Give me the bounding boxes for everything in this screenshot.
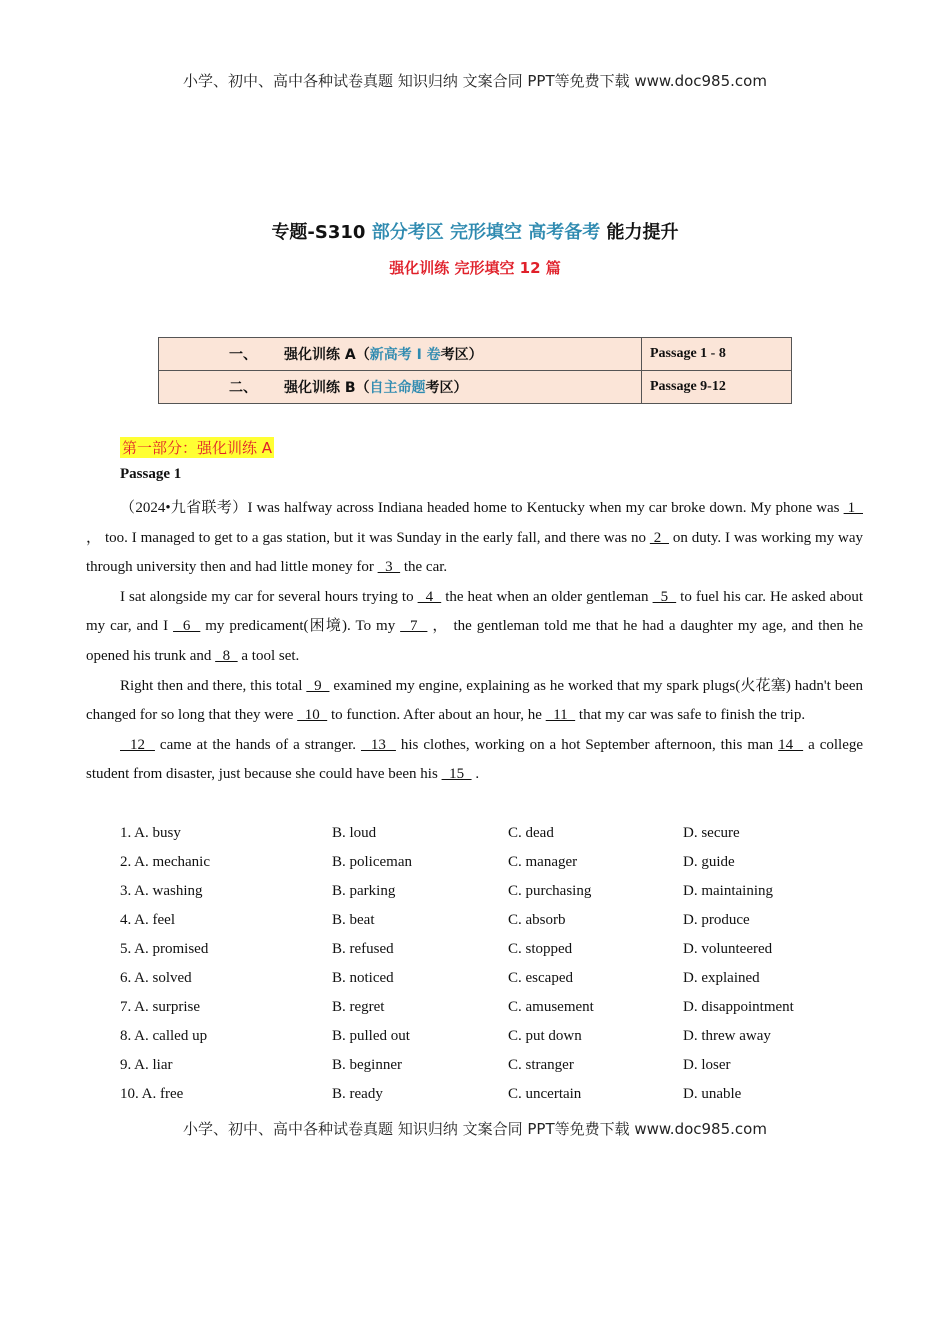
option-d: D. unable [683, 1086, 742, 1102]
section-heading: 第一部分：强化训练 A [122, 439, 273, 457]
contents-label-cell [159, 338, 642, 371]
option-d: D. secure [683, 825, 740, 841]
contents-number: 一、 [229, 347, 257, 363]
contents-label-c: 考区） [425, 380, 468, 396]
option-b: B. parking [332, 883, 396, 899]
text-run: the heat when an older gentleman [441, 588, 653, 605]
text-run: ， too. I managed to get to a gas station, but it was Sunday in the early fall, and there was no [86, 529, 650, 546]
option-d: D. maintaining [683, 883, 773, 899]
option-c: C. uncertain [508, 1086, 582, 1102]
option-a: 9. A. liar [120, 1057, 173, 1073]
option-c: C. dead [508, 825, 554, 841]
option-a: 3. A. washing [120, 883, 203, 899]
page-header-banner: 小学、初中、高中各种试卷真题 知识归纳 文案合同 PPT等免费下载 www.doc985.com [183, 72, 767, 90]
contents-range-cell: Passage 9-12 [642, 371, 792, 404]
contents-row [159, 338, 792, 371]
option-d: D. threw away [683, 1028, 771, 1044]
option-d: D. produce [683, 912, 750, 928]
blank: 4 [417, 588, 442, 605]
option-b: B. beat [332, 912, 375, 928]
contents-label-a: 强化训练 B（ [284, 380, 370, 396]
contents-range-cell: Passage 1 - 8 [642, 338, 792, 371]
option-row [120, 877, 860, 906]
option-row [120, 1080, 860, 1109]
option-b: B. ready [332, 1086, 383, 1102]
paragraph [86, 583, 863, 672]
contents-row [159, 371, 792, 404]
option-c: C. put down [508, 1028, 582, 1044]
option-a: 1. A. busy [120, 825, 181, 841]
blank: 15 [441, 766, 472, 783]
blank: 2 [649, 529, 669, 546]
contents-label-cell [159, 371, 642, 404]
text-run: I sat alongside my car for several hours trying to [120, 588, 418, 605]
option-d: D. explained [683, 970, 760, 986]
option-a: 10. A. free [120, 1086, 184, 1102]
text-run: ， the gentleman told me that he had a daughter my age, and then he opened his trunk and [86, 618, 863, 664]
title-part-2: 部分考区 完形填空 高考备考 [371, 222, 601, 243]
blank: 5 [652, 588, 677, 605]
document-subtitle: 强化训练 完形填空 12 篇 [389, 259, 561, 277]
option-a: 6. A. solved [120, 970, 192, 986]
blank: 3 [377, 559, 401, 576]
contents-label-a: 强化训练 A（ [284, 347, 370, 363]
option-c: C. purchasing [508, 883, 592, 899]
contents-label-c: 考区） [440, 347, 483, 363]
option-d: D. loser [683, 1057, 731, 1073]
text-run: came at the hands of a stranger. [154, 736, 361, 753]
paragraph [86, 672, 863, 731]
option-row [120, 819, 860, 848]
option-row [120, 1022, 860, 1051]
text-run: that my car was safe to finish the trip. [575, 707, 806, 724]
blank: 12 [120, 736, 155, 753]
option-row [120, 906, 860, 935]
text-run: the car. [400, 559, 448, 576]
text-run: examined my engine, explaining as he worked that my spark plugs(火花塞) hadn't been changed for so long that they were [86, 677, 864, 724]
option-b: B. noticed [332, 970, 394, 986]
blank: 14 [778, 736, 804, 753]
contents-label-highlight: 自主命题 [369, 380, 426, 396]
text-run: . [471, 766, 480, 783]
text-run: on duty. I was working my way through university then and had little money for [86, 529, 863, 576]
title-part-3: 能力提升 [600, 222, 679, 243]
text-run: a college student from disaster, just because she could have been his [86, 736, 864, 783]
blank: 11 [545, 707, 576, 724]
contents-table [158, 337, 792, 404]
text-run: my predicament(困境). To my [200, 618, 401, 635]
option-d: D. guide [683, 854, 735, 870]
option-b: B. loud [332, 825, 377, 841]
option-d: D. volunteered [683, 941, 773, 957]
option-row [120, 848, 860, 877]
passage-label: Passage 1 [120, 466, 182, 482]
option-b: B. policeman [332, 854, 412, 870]
blank: 13 [360, 736, 396, 753]
option-c: C. stranger [508, 1057, 574, 1073]
option-row [120, 993, 860, 1022]
option-c: C. absorb [508, 912, 566, 928]
option-b: B. regret [332, 999, 385, 1015]
text-run: Right then and there, this total [120, 677, 307, 694]
option-c: C. stopped [508, 941, 573, 957]
option-a: 7. A. surprise [120, 999, 200, 1015]
text-run: to fuel his car. He asked about my car, and I [86, 588, 863, 635]
text-run: （2024•九省联考）I was halfway across Indiana headed home to Kentucky when my car broke down. My phone was [120, 500, 844, 516]
contents-label-highlight: 新高考 Ⅰ 卷 [369, 347, 441, 363]
page-footer-banner: 小学、初中、高中各种试卷真题 知识归纳 文案合同 PPT等免费下载 www.doc985.com [183, 1120, 767, 1138]
blank: 9 [306, 677, 330, 694]
option-row [120, 935, 860, 964]
option-row [120, 1051, 860, 1080]
text-run: to function. After about an hour, he [327, 707, 546, 724]
blank: 6 [173, 618, 201, 635]
passage-body [86, 494, 863, 790]
option-a: 8. A. called up [120, 1028, 208, 1044]
option-a: 4. A. feel [120, 912, 175, 928]
blank: 8 [215, 647, 238, 664]
paragraph [86, 731, 863, 790]
option-d: D. disappointment [683, 999, 794, 1015]
paragraph [86, 494, 863, 583]
option-c: C. amusement [508, 999, 594, 1015]
option-b: B. pulled out [332, 1028, 410, 1044]
option-b: B. refused [332, 941, 394, 957]
text-run: a tool set. [237, 647, 300, 664]
blank: 1 [843, 500, 863, 516]
title-part-1: 专题-S310 [271, 222, 372, 243]
option-b: B. beginner [332, 1057, 402, 1073]
document-title [0, 218, 950, 244]
option-a: 5. A. promised [120, 941, 209, 957]
option-c: C. escaped [508, 970, 573, 986]
blank: 7 [400, 618, 428, 635]
blank: 10 [297, 707, 328, 724]
option-a: 2. A. mechanic [120, 854, 210, 870]
option-c: C. manager [508, 854, 578, 870]
answer-options [120, 819, 860, 1109]
text-run: his clothes, working on a hot September afternoon, this man [395, 736, 779, 753]
option-row [120, 964, 860, 993]
contents-number: 二、 [229, 380, 257, 396]
